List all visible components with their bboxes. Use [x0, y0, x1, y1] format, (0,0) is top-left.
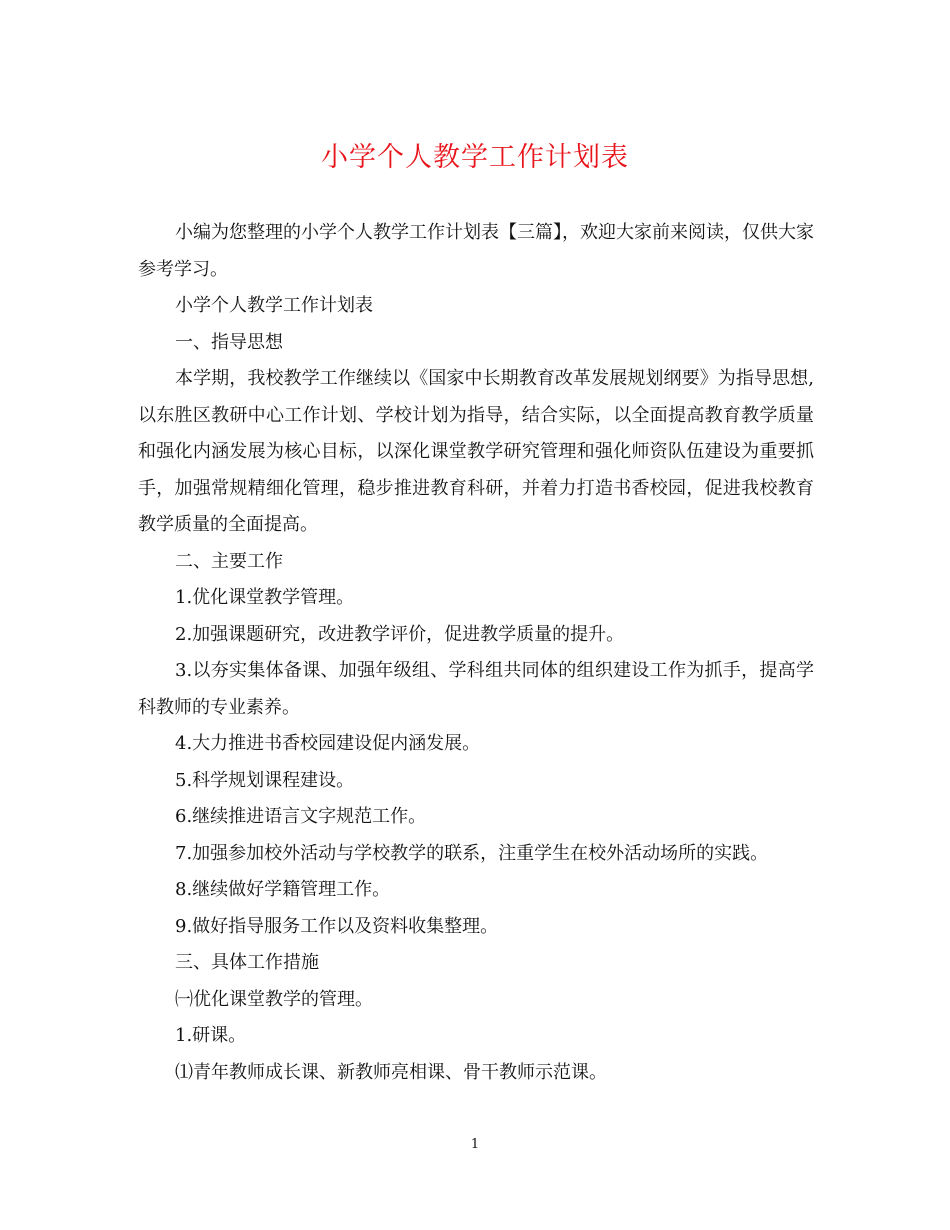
list-item: 1.优化课堂教学管理。	[175, 587, 355, 608]
list-item: 4.大力推进书香校园建设促内涵发展。	[175, 733, 481, 754]
list-item: 6.继续推进语言文字规范工作。	[175, 806, 427, 827]
intro-paragraph: 小编为您整理的小学个人教学工作计划表【三篇】，欢迎大家前来阅读，仅供大家参考学习。	[138, 222, 814, 280]
sub-heading: ㈠优化课堂教学的管理。	[175, 988, 373, 1010]
list-item: 9.做好指导服务工作以及资料收集整理。	[175, 915, 499, 937]
list-item: 5.科学规划课程建设。	[175, 769, 355, 791]
document-title: 小学个人教学工作计划表	[321, 142, 629, 173]
list-item: 7.加强参加校外活动与学校教学的联系，注重学生在校外活动场所的实践。	[175, 842, 769, 864]
list-item: 8.继续做好学籍管理工作。	[175, 879, 391, 900]
document-body	[138, 215, 814, 1091]
section-heading: 小学个人教学工作计划表	[175, 295, 373, 316]
list-item: 3.以夯实集体备课、加强年级组、学科组共同体的组织建设工作为抓手，提高学科教师的专业素养。	[138, 660, 814, 718]
list-item: 1.研课。	[175, 1025, 247, 1046]
section-heading: 三、具体工作措施	[175, 952, 319, 973]
list-item: 2.加强课题研究，改进教学评价，促进教学质量的提升。	[175, 623, 625, 645]
section-heading: 一、指导思想	[175, 331, 283, 353]
body-paragraph: 本学期，我校教学工作继续以《国家中长期教育改革发展规划纲要》为指导思想,以东胜区教研中心工作计划、学校计划为指导，结合实际，以全面提高教育教学质量和强化内涵发展为核心目标，以深化课堂教学研究管理和强化师资队伍建设为重要抓手，加强常规精细化管理，稳步推进教育科研，并着力打造书香校园，促进我校教育教学质量的全面提高。	[138, 368, 814, 535]
page-number: 1	[470, 1137, 480, 1152]
section-heading: 二、主要工作	[175, 550, 283, 572]
list-item: ⑴青年教师成长课、新教师亮相课、骨干教师示范课。	[175, 1061, 607, 1083]
